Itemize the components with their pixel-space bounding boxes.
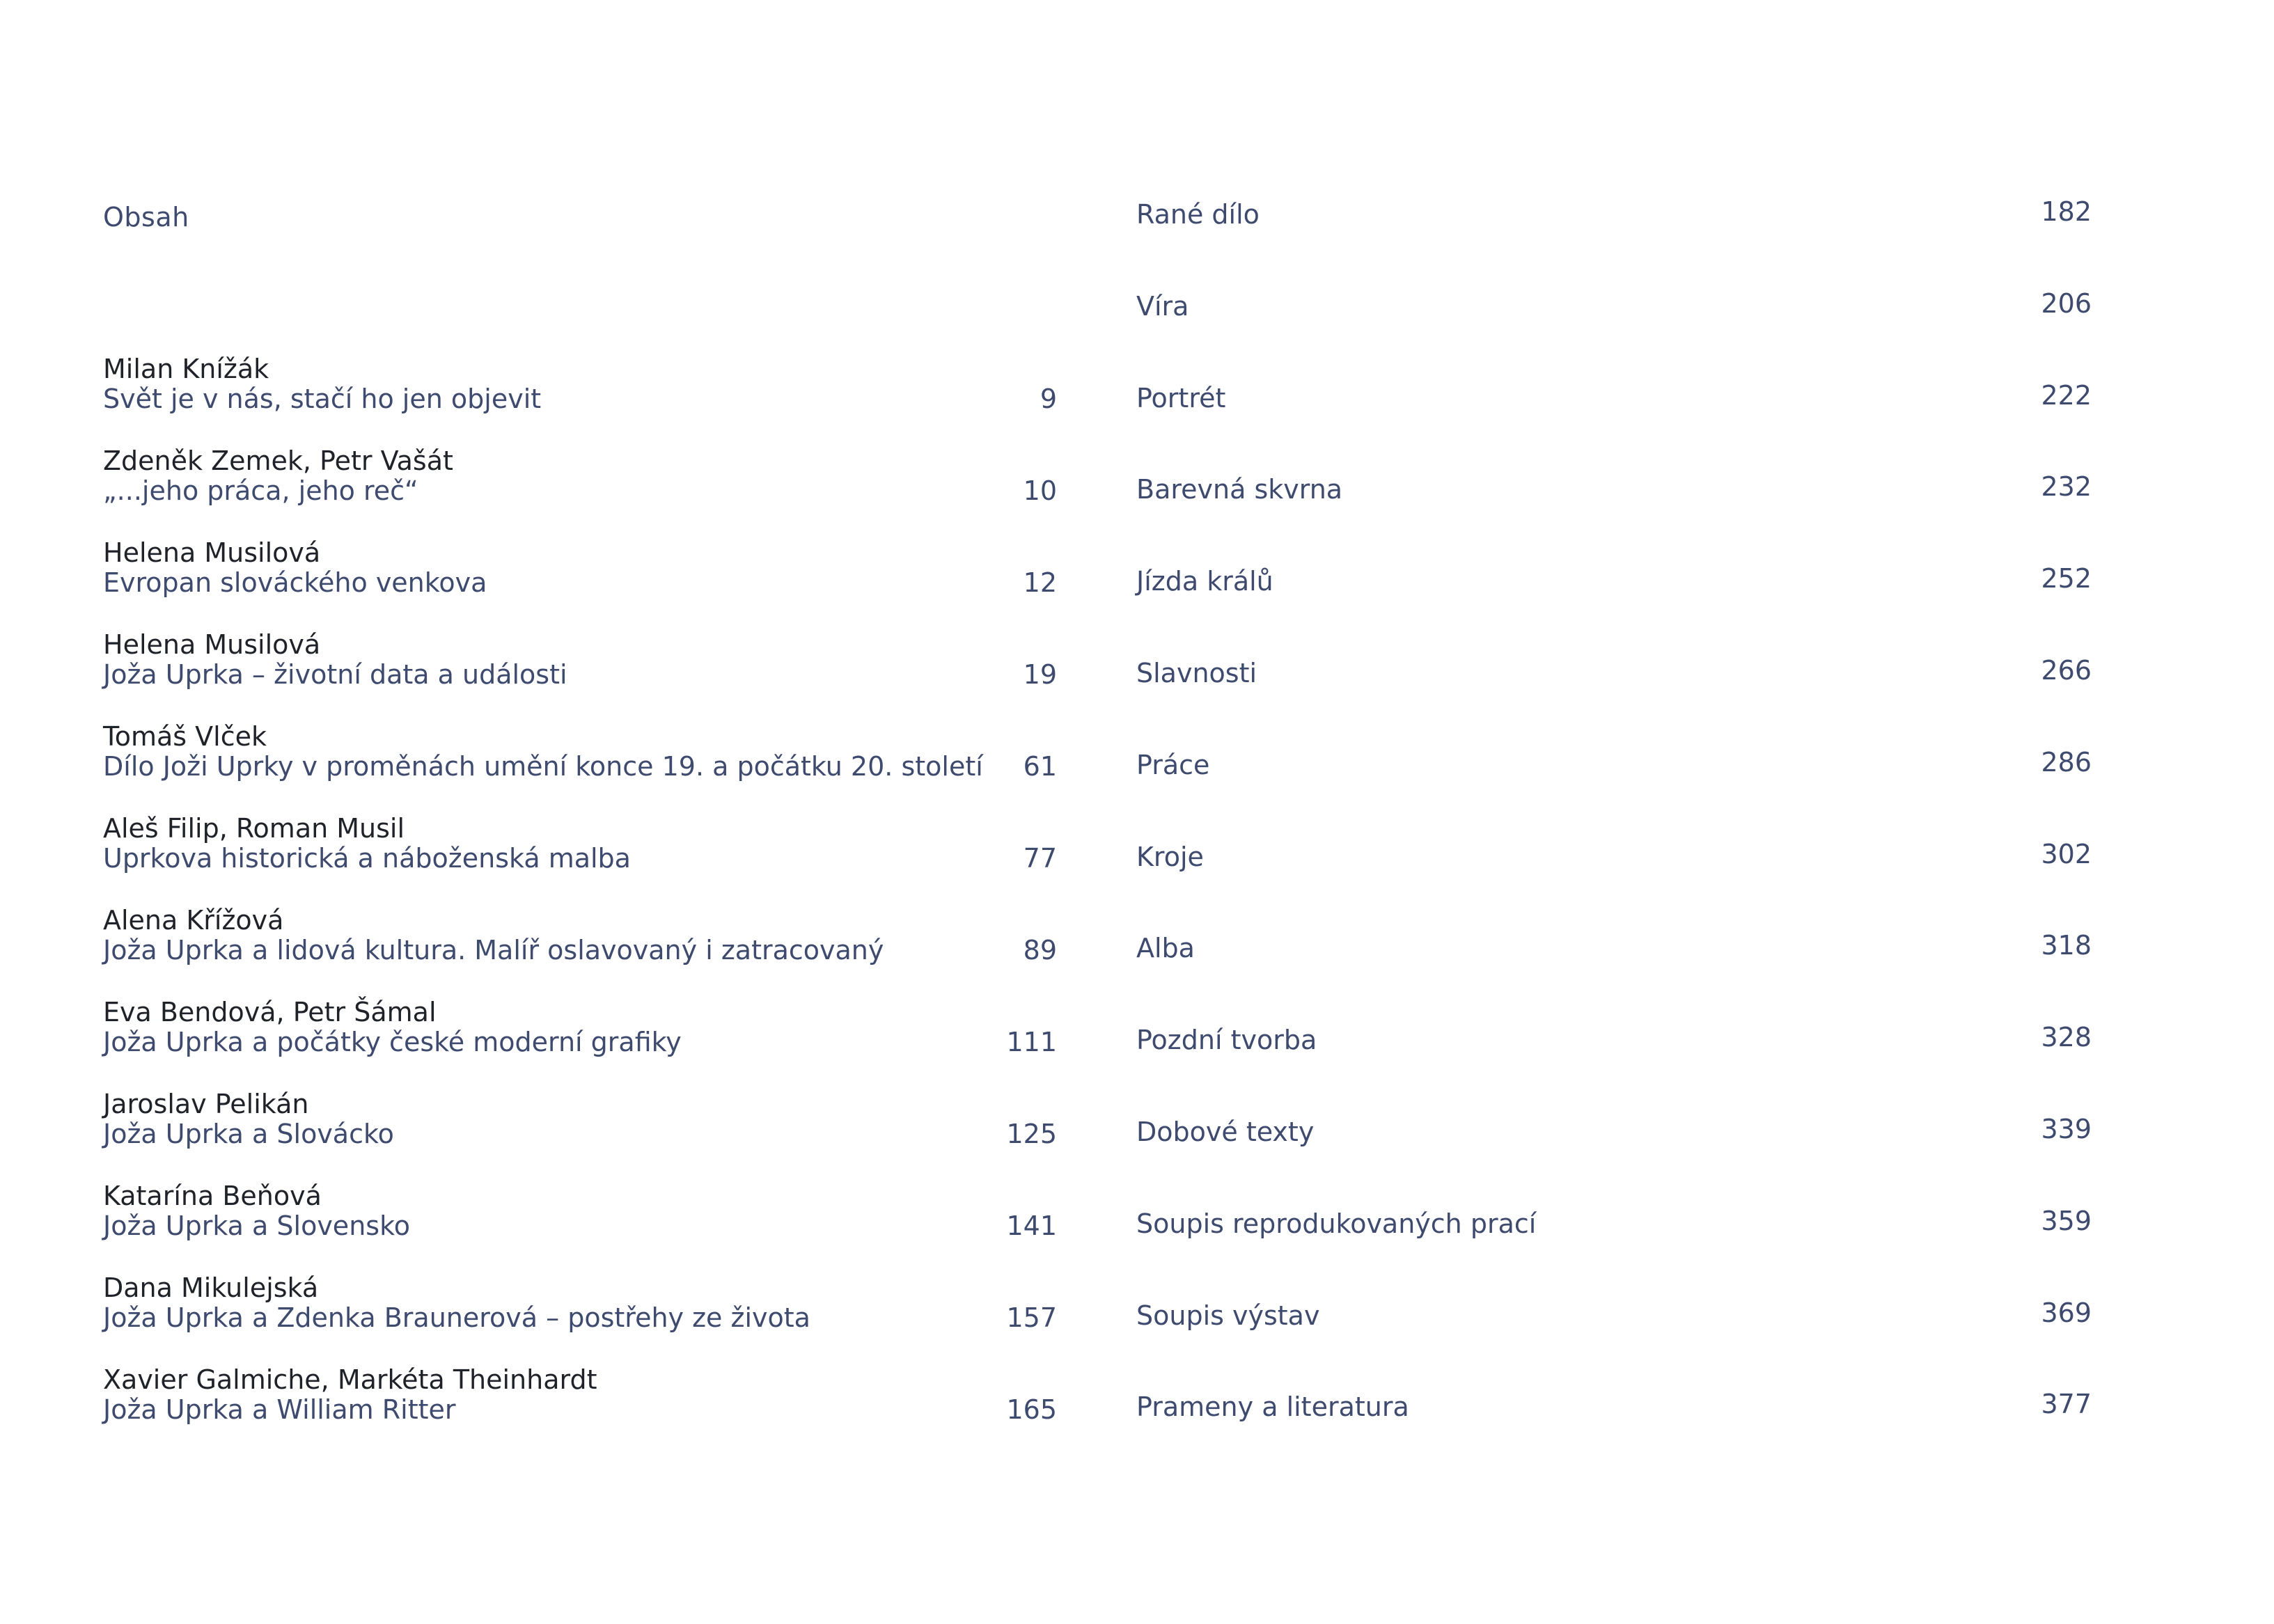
- section-title: Slavnosti: [1136, 657, 1257, 688]
- section-entry: [1136, 471, 2092, 566]
- section-entry: [1136, 196, 2092, 291]
- section-title: Rané dílo: [1136, 199, 1260, 230]
- entry-author: Helena Musilová: [103, 537, 321, 568]
- entry-author: Zdeněk Zemek, Petr Vašát: [103, 446, 453, 476]
- section-entry: [1136, 1113, 2092, 1208]
- section-title: Soupis reprodukovaných prací: [1136, 1208, 1537, 1239]
- section-entry: [1136, 838, 2092, 933]
- entry-author: Eva Bendová, Petr Šámal: [103, 997, 437, 1027]
- section-title: Kroje: [1136, 841, 1204, 872]
- entry-title: Svět je v nás, stačí ho jen objevit: [103, 384, 542, 414]
- entry-page-number: 111: [1006, 1027, 1057, 1057]
- sections-list: [1136, 196, 2092, 1483]
- section-page-number: 182: [2041, 196, 2092, 227]
- entry-title: Joža Uprka a Zdenka Braunerová – postřehy ze života: [103, 1302, 810, 1333]
- contents-entry: [103, 354, 1057, 446]
- entry-page-number: 157: [1006, 1302, 1057, 1333]
- entry-title: Evropan slováckého venkova: [103, 567, 487, 598]
- contents-entry: [103, 1364, 1057, 1456]
- entry-author: Katarína Beňová: [103, 1181, 322, 1211]
- section-page-number: 302: [2041, 838, 2092, 869]
- entry-page-number: 125: [1006, 1119, 1057, 1149]
- entry-title: „...jeho práca, jeho reč“: [103, 475, 418, 506]
- section-page-number: 286: [2041, 746, 2092, 778]
- entry-page-number: 77: [1023, 843, 1057, 874]
- entry-author: Alena Křížová: [103, 905, 284, 936]
- contents-entry: [103, 537, 1057, 629]
- entry-author: Aleš Filip, Roman Musil: [103, 813, 405, 844]
- section-title: Prameny a literatura: [1136, 1392, 1409, 1423]
- entry-page-number: 165: [1006, 1394, 1057, 1425]
- entry-page-number: 12: [1023, 567, 1057, 598]
- section-entry: [1136, 1022, 2092, 1117]
- entry-author: Tomáš Vlček: [103, 721, 267, 752]
- section-page-number: 377: [2041, 1389, 2092, 1420]
- entry-author: Xavier Galmiche, Markéta Theinhardt: [103, 1364, 597, 1395]
- section-entry: [1136, 746, 2092, 842]
- entry-page-number: 141: [1006, 1211, 1057, 1241]
- entry-title: Joža Uprka – životní data a události: [103, 659, 567, 690]
- entry-author: Dana Mikulejská: [103, 1272, 319, 1303]
- contents-entry: [103, 721, 1057, 813]
- contents-entry: [103, 1089, 1057, 1181]
- entry-title: Joža Uprka a William Ritter: [103, 1394, 456, 1425]
- section-page-number: 252: [2041, 563, 2092, 594]
- section-entry: [1136, 379, 2092, 475]
- entry-title: Joža Uprka a Slovácko: [103, 1119, 394, 1149]
- section-page-number: 232: [2041, 471, 2092, 503]
- section-entry: [1136, 1297, 2092, 1392]
- section-entry: [1136, 654, 2092, 750]
- contents-entry: [103, 1181, 1057, 1272]
- entry-title: Dílo Joži Uprky v proměnách umění konce 19. a počátku 20. století: [103, 751, 983, 782]
- section-title: Víra: [1136, 290, 1189, 322]
- contents-entry: [103, 1272, 1057, 1364]
- contents-entry: [103, 629, 1057, 721]
- entry-page-number: 19: [1023, 659, 1057, 690]
- section-page-number: 359: [2041, 1205, 2092, 1236]
- section-page-number: 318: [2041, 930, 2092, 961]
- entry-page-number: 10: [1023, 475, 1057, 506]
- section-title: Portrét: [1136, 382, 1226, 413]
- contents-entry: [103, 813, 1057, 905]
- entry-title: Uprkova historická a náboženská malba: [103, 843, 631, 874]
- section-title: Dobové texty: [1136, 1116, 1315, 1147]
- section-entry: [1136, 1205, 2092, 1300]
- section-entry: [1136, 930, 2092, 1025]
- section-entry: [1136, 287, 2092, 383]
- entry-author: Helena Musilová: [103, 629, 321, 660]
- section-page-number: 339: [2041, 1113, 2092, 1144]
- entry-page-number: 89: [1023, 935, 1057, 965]
- section-title: Jízda králů: [1136, 566, 1273, 597]
- section-title: Práce: [1136, 749, 1210, 780]
- entry-page-number: 61: [1023, 751, 1057, 782]
- section-title: Alba: [1136, 933, 1195, 964]
- entry-title: Joža Uprka a lidová kultura. Malíř oslavovaný i zatracovaný: [103, 935, 884, 965]
- section-page-number: 206: [2041, 287, 2092, 319]
- entry-title: Joža Uprka a počátky české moderní grafiky: [103, 1027, 682, 1057]
- section-page-number: 222: [2041, 379, 2092, 411]
- section-page-number: 266: [2041, 654, 2092, 686]
- section-page-number: 328: [2041, 1022, 2092, 1053]
- section-title: Pozdní tvorba: [1136, 1025, 1317, 1056]
- entry-author: Milan Knížák: [103, 354, 269, 384]
- contents-entry: [103, 446, 1057, 537]
- section-entry: [1136, 1389, 2092, 1483]
- contributions-list: [103, 354, 1057, 1456]
- section-entry: [1136, 563, 2092, 658]
- section-title: Soupis výstav: [1136, 1300, 1320, 1331]
- section-page-number: 369: [2041, 1297, 2092, 1328]
- entry-page-number: 9: [1040, 384, 1057, 414]
- contents-entry: [103, 905, 1057, 997]
- section-title: Barevná skvrna: [1136, 474, 1343, 505]
- entry-author: Jaroslav Pelikán: [103, 1089, 309, 1119]
- page-title: Obsah: [103, 202, 189, 232]
- contents-entry: [103, 997, 1057, 1089]
- entry-title: Joža Uprka a Slovensko: [103, 1211, 410, 1241]
